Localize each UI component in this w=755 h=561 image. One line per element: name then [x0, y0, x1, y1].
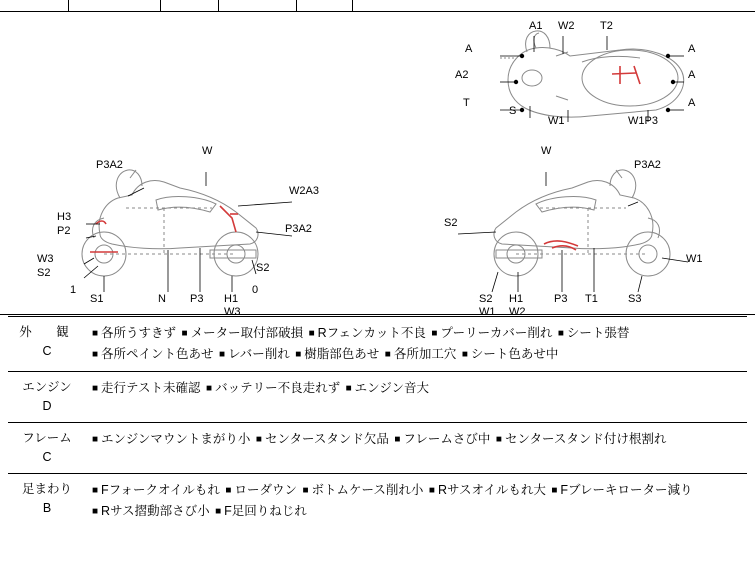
damage-item: ■ F足回りねじれ — [215, 504, 307, 518]
diagram-label: 1 — [70, 284, 77, 296]
bullet-square-icon: ■ — [345, 383, 352, 394]
bullet-square-icon: ■ — [206, 383, 213, 394]
top-table-strip — [0, 0, 755, 12]
diagram-label: W — [202, 145, 213, 157]
diagram-label: A1 — [529, 20, 543, 32]
bullet-square-icon: ■ — [92, 349, 99, 360]
diagram-label: W2A3 — [289, 185, 319, 197]
category-grade: D — [42, 399, 52, 413]
damage-item: ■ フレームさび中 — [394, 432, 491, 446]
damage-item: ■ プーリーカバー削れ — [431, 326, 553, 340]
diagram-label: W1 — [686, 253, 703, 265]
category-label: フレーム — [22, 431, 72, 445]
row-category-exterior — [8, 317, 86, 371]
category-grade: B — [42, 501, 52, 515]
diagram-label: P3A2 — [96, 159, 123, 171]
bullet-square-icon: ■ — [225, 485, 232, 496]
category-grade: C — [42, 450, 52, 464]
vehicle-diagram-area — [0, 12, 755, 318]
category-label: 外 観 — [19, 325, 75, 339]
damage-item: ■ シート色あせ中 — [461, 347, 559, 361]
row-items — [86, 317, 747, 371]
diagram-label: S — [509, 105, 517, 117]
bullet-square-icon: ■ — [295, 349, 302, 360]
diagram-label: T2 — [600, 20, 613, 32]
bullet-square-icon: ■ — [557, 328, 564, 339]
table-row — [8, 372, 747, 423]
diagram-label: W3 — [37, 253, 54, 265]
bullet-square-icon: ■ — [394, 434, 401, 445]
diagram-label: W1 — [548, 115, 565, 127]
damage-item: ■ Fブレーキローター減り — [551, 483, 693, 497]
damage-item: ■ メーター取付部破損 — [181, 326, 304, 340]
diagram-label: P3 — [190, 293, 204, 305]
diagram-label: P3 — [554, 293, 568, 305]
diagram-label: T1 — [585, 293, 598, 305]
damage-table — [8, 316, 747, 528]
row-items — [86, 474, 747, 528]
table-row — [8, 423, 747, 474]
category-label: 足まわり — [21, 482, 72, 496]
bullet-square-icon: ■ — [92, 383, 99, 394]
bullet-square-icon: ■ — [92, 434, 99, 445]
diagram-label: H1 — [224, 293, 239, 305]
diagram-label: W1P3 — [628, 115, 658, 127]
diagram-label: P3A2 — [634, 159, 661, 171]
row-items — [86, 423, 747, 473]
damage-item: ■ レバー削れ — [219, 347, 290, 361]
bullet-square-icon: ■ — [551, 485, 558, 496]
diagram-label: A — [688, 97, 696, 109]
diagram-label: W3 — [224, 306, 241, 318]
damage-item: ■ ボトムケース削れ小 — [302, 483, 424, 497]
diagram-label: S2 — [37, 267, 51, 279]
table-row — [8, 317, 747, 372]
bullet-square-icon: ■ — [431, 328, 438, 339]
strip-divider — [352, 0, 353, 11]
diagram-label: S2 — [256, 262, 270, 274]
bullet-square-icon: ■ — [92, 485, 99, 496]
right-side-view-diagram — [452, 162, 692, 302]
damage-item: ■ 各所うすきず — [92, 326, 177, 340]
damage-item: ■ シート張替 — [557, 326, 630, 340]
bullet-square-icon: ■ — [255, 434, 262, 445]
bullet-square-icon: ■ — [219, 349, 226, 360]
diagram-label: W1 — [479, 306, 496, 318]
diagram-label: 0 — [252, 284, 259, 296]
category-grade: C — [42, 344, 52, 358]
diagram-label: H3 — [57, 211, 72, 223]
strip-divider — [218, 0, 219, 11]
rear-view-diagram — [470, 22, 705, 127]
diagram-label: A — [688, 69, 696, 81]
diagram-label: S2 — [479, 293, 493, 305]
diagram-label: H1 — [509, 293, 524, 305]
strip-divider — [296, 0, 297, 11]
row-category-engine — [8, 372, 86, 422]
diagram-label: S1 — [90, 293, 104, 305]
diagram-label: N — [158, 293, 166, 305]
damage-item: ■ バッテリー不良走れず — [206, 381, 341, 395]
row-category-suspension — [8, 474, 86, 528]
damage-item: ■ Rサスオイルもれ大 — [428, 483, 546, 497]
bullet-square-icon: ■ — [495, 434, 502, 445]
diagram-label: A2 — [455, 69, 469, 81]
bullet-square-icon: ■ — [384, 349, 391, 360]
bullet-square-icon: ■ — [461, 349, 468, 360]
damage-item: ■ エンジンマウントまがり小 — [92, 432, 251, 446]
diagram-label: W2 — [558, 20, 575, 32]
bullet-square-icon: ■ — [215, 506, 222, 517]
strip-divider — [68, 0, 69, 11]
diagram-label: S3 — [628, 293, 642, 305]
diagram-label: A — [465, 43, 473, 55]
damage-item: ■ Rサス摺動部さび小 — [92, 504, 210, 518]
damage-item: ■ センタースタンド欠品 — [255, 432, 389, 446]
bullet-square-icon: ■ — [92, 328, 99, 339]
bullet-square-icon: ■ — [428, 485, 435, 496]
left-side-view-diagram — [60, 162, 300, 302]
row-items — [86, 372, 747, 422]
bullet-square-icon: ■ — [181, 328, 188, 339]
damage-item: ■ 各所加工穴 — [384, 347, 457, 361]
damage-item: ■ 樹脂部色あせ — [295, 347, 380, 361]
damage-item: ■ 各所ペイント色あせ — [92, 347, 214, 361]
damage-item: ■ 走行テスト未確認 — [92, 381, 201, 395]
bullet-square-icon: ■ — [308, 328, 315, 339]
bullet-square-icon: ■ — [302, 485, 309, 496]
diagram-label: S2 — [444, 217, 458, 229]
damage-item: ■ エンジン音大 — [345, 381, 430, 395]
strip-divider — [160, 0, 161, 11]
damage-item: ■ ローダウン — [225, 483, 297, 497]
damage-item: ■ Rフェンカット不良 — [308, 326, 426, 340]
diagram-label: T — [463, 97, 470, 109]
diagram-label: P3A2 — [285, 223, 312, 235]
diagram-label: W — [541, 145, 552, 157]
category-label: エンジン — [22, 380, 72, 394]
damage-item: ■ センタースタンド付け根割れ — [495, 432, 667, 446]
bullet-square-icon: ■ — [92, 506, 99, 517]
diagram-label: P2 — [57, 225, 71, 237]
table-row — [8, 474, 747, 528]
diagram-label: A — [688, 43, 696, 55]
diagram-label: W2 — [509, 306, 526, 318]
damage-item: ■ Fフォークオイルもれ — [92, 483, 220, 497]
row-category-frame — [8, 423, 86, 473]
